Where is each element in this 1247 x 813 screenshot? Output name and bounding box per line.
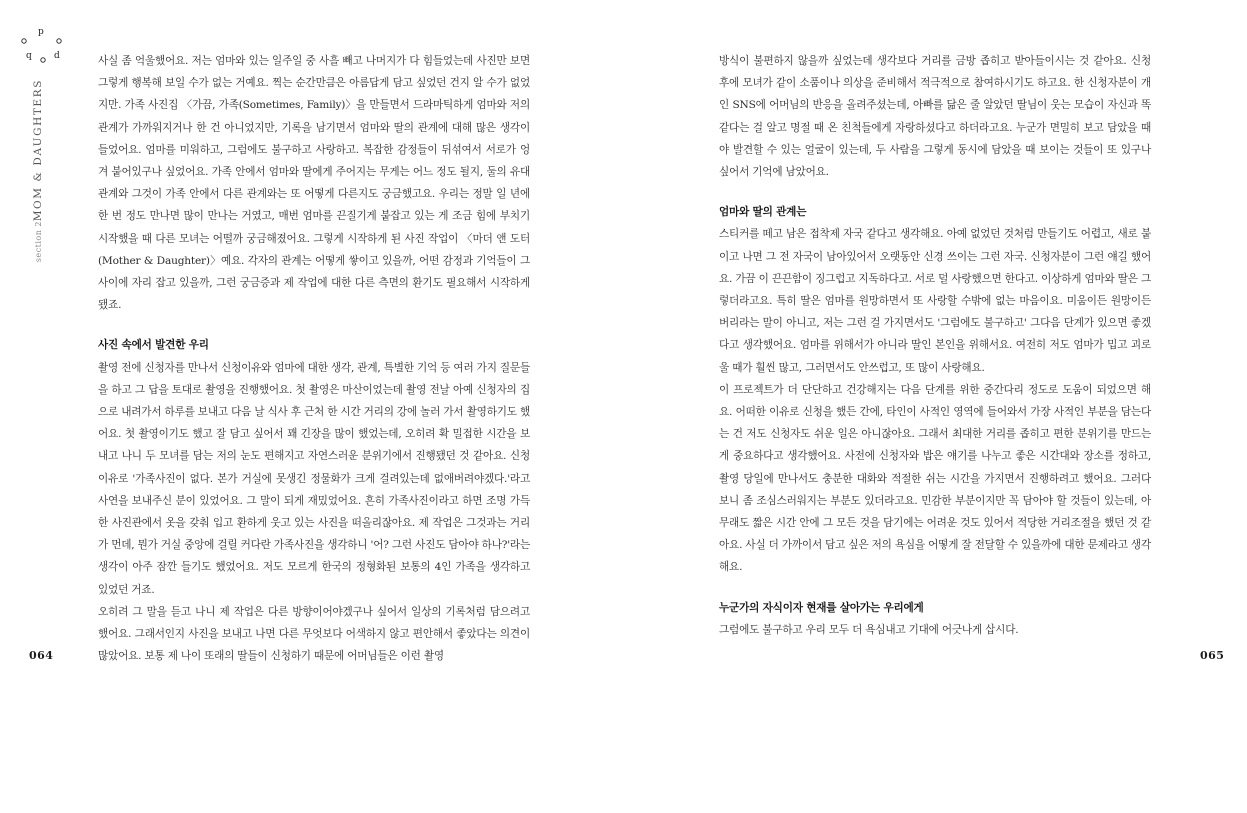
series-title: MOM & DAUGHTERS bbox=[32, 79, 44, 222]
body-paragraph: 사실 좀 억울했어요. 저는 엄마와 있는 일주일 중 사흘 빼고 나머지가 다 힘들었는데 사진만 보면 그렇게 행복해 보일 수가 없는 거예요. 찍는 순간만큼은 아름답게 담고 싶었던 건지 알 수가 없었지만. 가족 사진집 〈가끔, 가족(Sometimes, Family)〉을 만들면서 드라마틱하게 엄마와 저의 관계가 가까워지거나 한 건 아니었지만, 기록을 남기면서 엄마와 딸의 관계에 대해 많은 생각이 들었어요. 엄마를 미워하고, 그럼에도 불구하고 사랑하고. 복잡한 감정들이 뒤섞여서 서로가 엉겨 붙어있구나 싶었어요. 가족 안에서 엄마와 딸에게 주어지는 무게는 어느 정도 될지, 둘의 유대관계와 그것이 가족 안에서 다른 관계와는 또 어떻게 다른지도 궁금했고요. 우리는 정말 일 년에 한 번 정도 만나면 많이 만나는 거였고, 매번 엄마를 끈질기게 붙잡고 있는 게 조금 힘에 부치기 시작했을 때 다른 모녀는 어떨까 궁금해졌어요. 그렇게 시작하게 된 사진 작업이 〈마더 앤 도터(Mother & Daughter)〉예요. 각자의 관계는 어떻게 쌓이고 있을까, 어떤 감정과 기억들이 그사이에 자리 잡고 있을까, 그런 궁금증과 제 작업에 대한 다른 측면의 환기도 필요해서 시작하게 됐죠. bbox=[98, 55, 530, 312]
page-number: 065 bbox=[1200, 649, 1225, 662]
body-paragraph: 오히려 그 말을 듣고 나니 제 작업은 다른 방향이어야겠구나 싶어서 일상의 기록처럼 담으려고 했어요. 그래서인지 사진을 보내고 나면 다른 무엇보다 어색하지 않고 편안해서 좋았다는 의견이 많았어요. 보통 제 나이 또래의 딸들이 신청하기 때문에 어머님들은 이런 촬영 bbox=[98, 605, 530, 663]
section-heading: 엄마와 딸의 관계는 bbox=[719, 206, 807, 219]
right-page bbox=[624, 0, 1247, 813]
mother-daughter-logo-icon bbox=[18, 24, 70, 64]
section-heading: 누군가의 자식이자 현재를 살아가는 우리에게 bbox=[719, 601, 924, 614]
body-paragraph: 스티커를 떼고 남은 접착제 자국 같다고 생각해요. 아예 없었던 것처럼 만들기도 어렵고, 새로 붙이고 나면 그 전 자국이 남아있어서 오랫동안 신경 쓰이는 그런 자국. 신청자분이 그런 얘길 했어요. 가끔 이 끈끈함이 징그럽고 지독하다고. 서로 덜 사랑했으면 한다고. 이상하게 엄마와 딸은 그렇더라고요. 특히 딸은 엄마를 원망하면서 또 사랑할 수밖에 없는 마음이요. 미움이든 원망이든 버리라는 말이 아니고, 저는 그런 걸 가지면서도 '그럼에도 불구하고' 그다음 단계가 있으면 좋겠다고 생각했어요. 엄마를 위해서가 아니라 딸인 본인을 위해서요. 여전히 저도 엄마가 밉고 괴로울 때가 훨씬 많고, 그러면서도 안쓰럽고, 또 많이 사랑해요. bbox=[719, 228, 1151, 374]
body-paragraph: 그럼에도 불구하고 우리 모두 더 욕심내고 기대에 어긋나게 삽시다. bbox=[719, 623, 1019, 636]
side-title bbox=[27, 75, 49, 263]
right-text-column bbox=[719, 50, 1151, 641]
page-number: 064 bbox=[29, 649, 54, 662]
body-paragraph: 방식이 불편하지 않을까 싶었는데 생각보다 거리를 금방 좁히고 받아들이시는 것 같아요. 신청 후에 모녀가 같이 소품이나 의상을 준비해서 적극적으로 참여하시기도 하고요. 한 신청자분이 개인 SNS에 어머님의 반응을 올려주셨는데, 아빠를 닮은 줄 알았던 딸님이 웃는 모습이 자신과 똑같다는 걸 알고 명절 때 온 친척들에게 자랑하셨다고 하더라고요. 누군가 면밀히 보고 담았을 때야 발견할 수 있는 얼굴이 있는데, 두 사람을 그렇게 동시에 담았을 때 보이는 것들이 또 있구나 싶어서 기억에 남았어요. bbox=[719, 55, 1151, 179]
svg-text:p: p bbox=[38, 27, 44, 37]
left-page bbox=[0, 0, 623, 813]
svg-text:d: d bbox=[54, 51, 60, 61]
section-heading: 사진 속에서 발견한 우리 bbox=[98, 339, 209, 352]
section-label: section 2 bbox=[33, 221, 43, 263]
body-paragraph: 이 프로젝트가 더 단단하고 건강해지는 다음 단계를 위한 중간다리 정도로 도움이 되었으면 해요. 어떠한 이유로 신청을 했든 간에, 타인이 사적인 영역에 들어와서 가장 사적인 부분을 담는다는 건 저도 신청자도 쉬운 일은 아니잖아요. 그래서 최대한 거리를 좁히고 편한 분위기를 만드는 게 중요하다고 생각했어요. 사전에 신청자와 밥은 얘기를 나누고 좋은 시간대와 장소를 정하고, 촬영 당일에 만나서도 충분한 대화와 적절한 쉬는 시간을 가지면서 진행하려고 했어요. 그러다 보니 좀 조심스러워지는 부분도 있더라고요. 민감한 부분이지만 꼭 담아야 할 것들이 있는데, 아무래도 짧은 시간 안에 그 모든 것을 담기에는 어려운 것도 있어서 적당한 거리조절을 했던 것 같아요. 사실 더 가까이서 담고 싶은 저의 욕심을 어떻게 잘 전달할 수 있을까에 대한 문제라고 생각해요. bbox=[719, 383, 1151, 574]
svg-text:q: q bbox=[26, 51, 32, 61]
body-paragraph: 촬영 전에 신청자를 만나서 신청이유와 엄마에 대한 생각, 관계, 특별한 기억 등 여러 가지 질문들을 하고 그 답을 토대로 촬영을 진행했어요. 첫 촬영은 마산이었는데 촬영 전날 아예 신청자의 집으로 내려가서 하루를 보내고 다음 날 식사 후 근처 한 시간 거리의 강에 놀러 가서 촬영하기도 했어요. 첫 촬영이기도 했고 잘 담고 싶어서 꽤 긴장을 많이 했었는데, 오히려 확 밀접한 시간을 보내고 나니 두 모녀를 담는 저의 눈도 편해지고 자연스러운 분위기에서 진행됐던 것 같아요. 신청이유로 '가족사진이 없다. 본가 거실에 못생긴 정물화가 크게 걸려있는데 없애버려야겠다.'라고 사연을 보내주신 분이 있었어요. 그 말이 되게 재밌었어요. 흔히 가족사진이라고 하면 조명 가득한 사진관에서 옷을 갖춰 입고 환하게 웃고 있는 사진을 떠올리잖아요. 제 작업은 그것과는 거리가 먼데, 뭔가 거실 중앙에 걸릴 커다란 가족사진을 생각하니 '어? 그런 사진도 담아야 하나?'라는 생각이 아주 잠깐 들기도 했었어요. 저도 모르게 한국의 정형화된 보통의 4인 가족을 생각하고 있었던 거죠. bbox=[98, 361, 530, 596]
left-text-column bbox=[98, 50, 530, 667]
